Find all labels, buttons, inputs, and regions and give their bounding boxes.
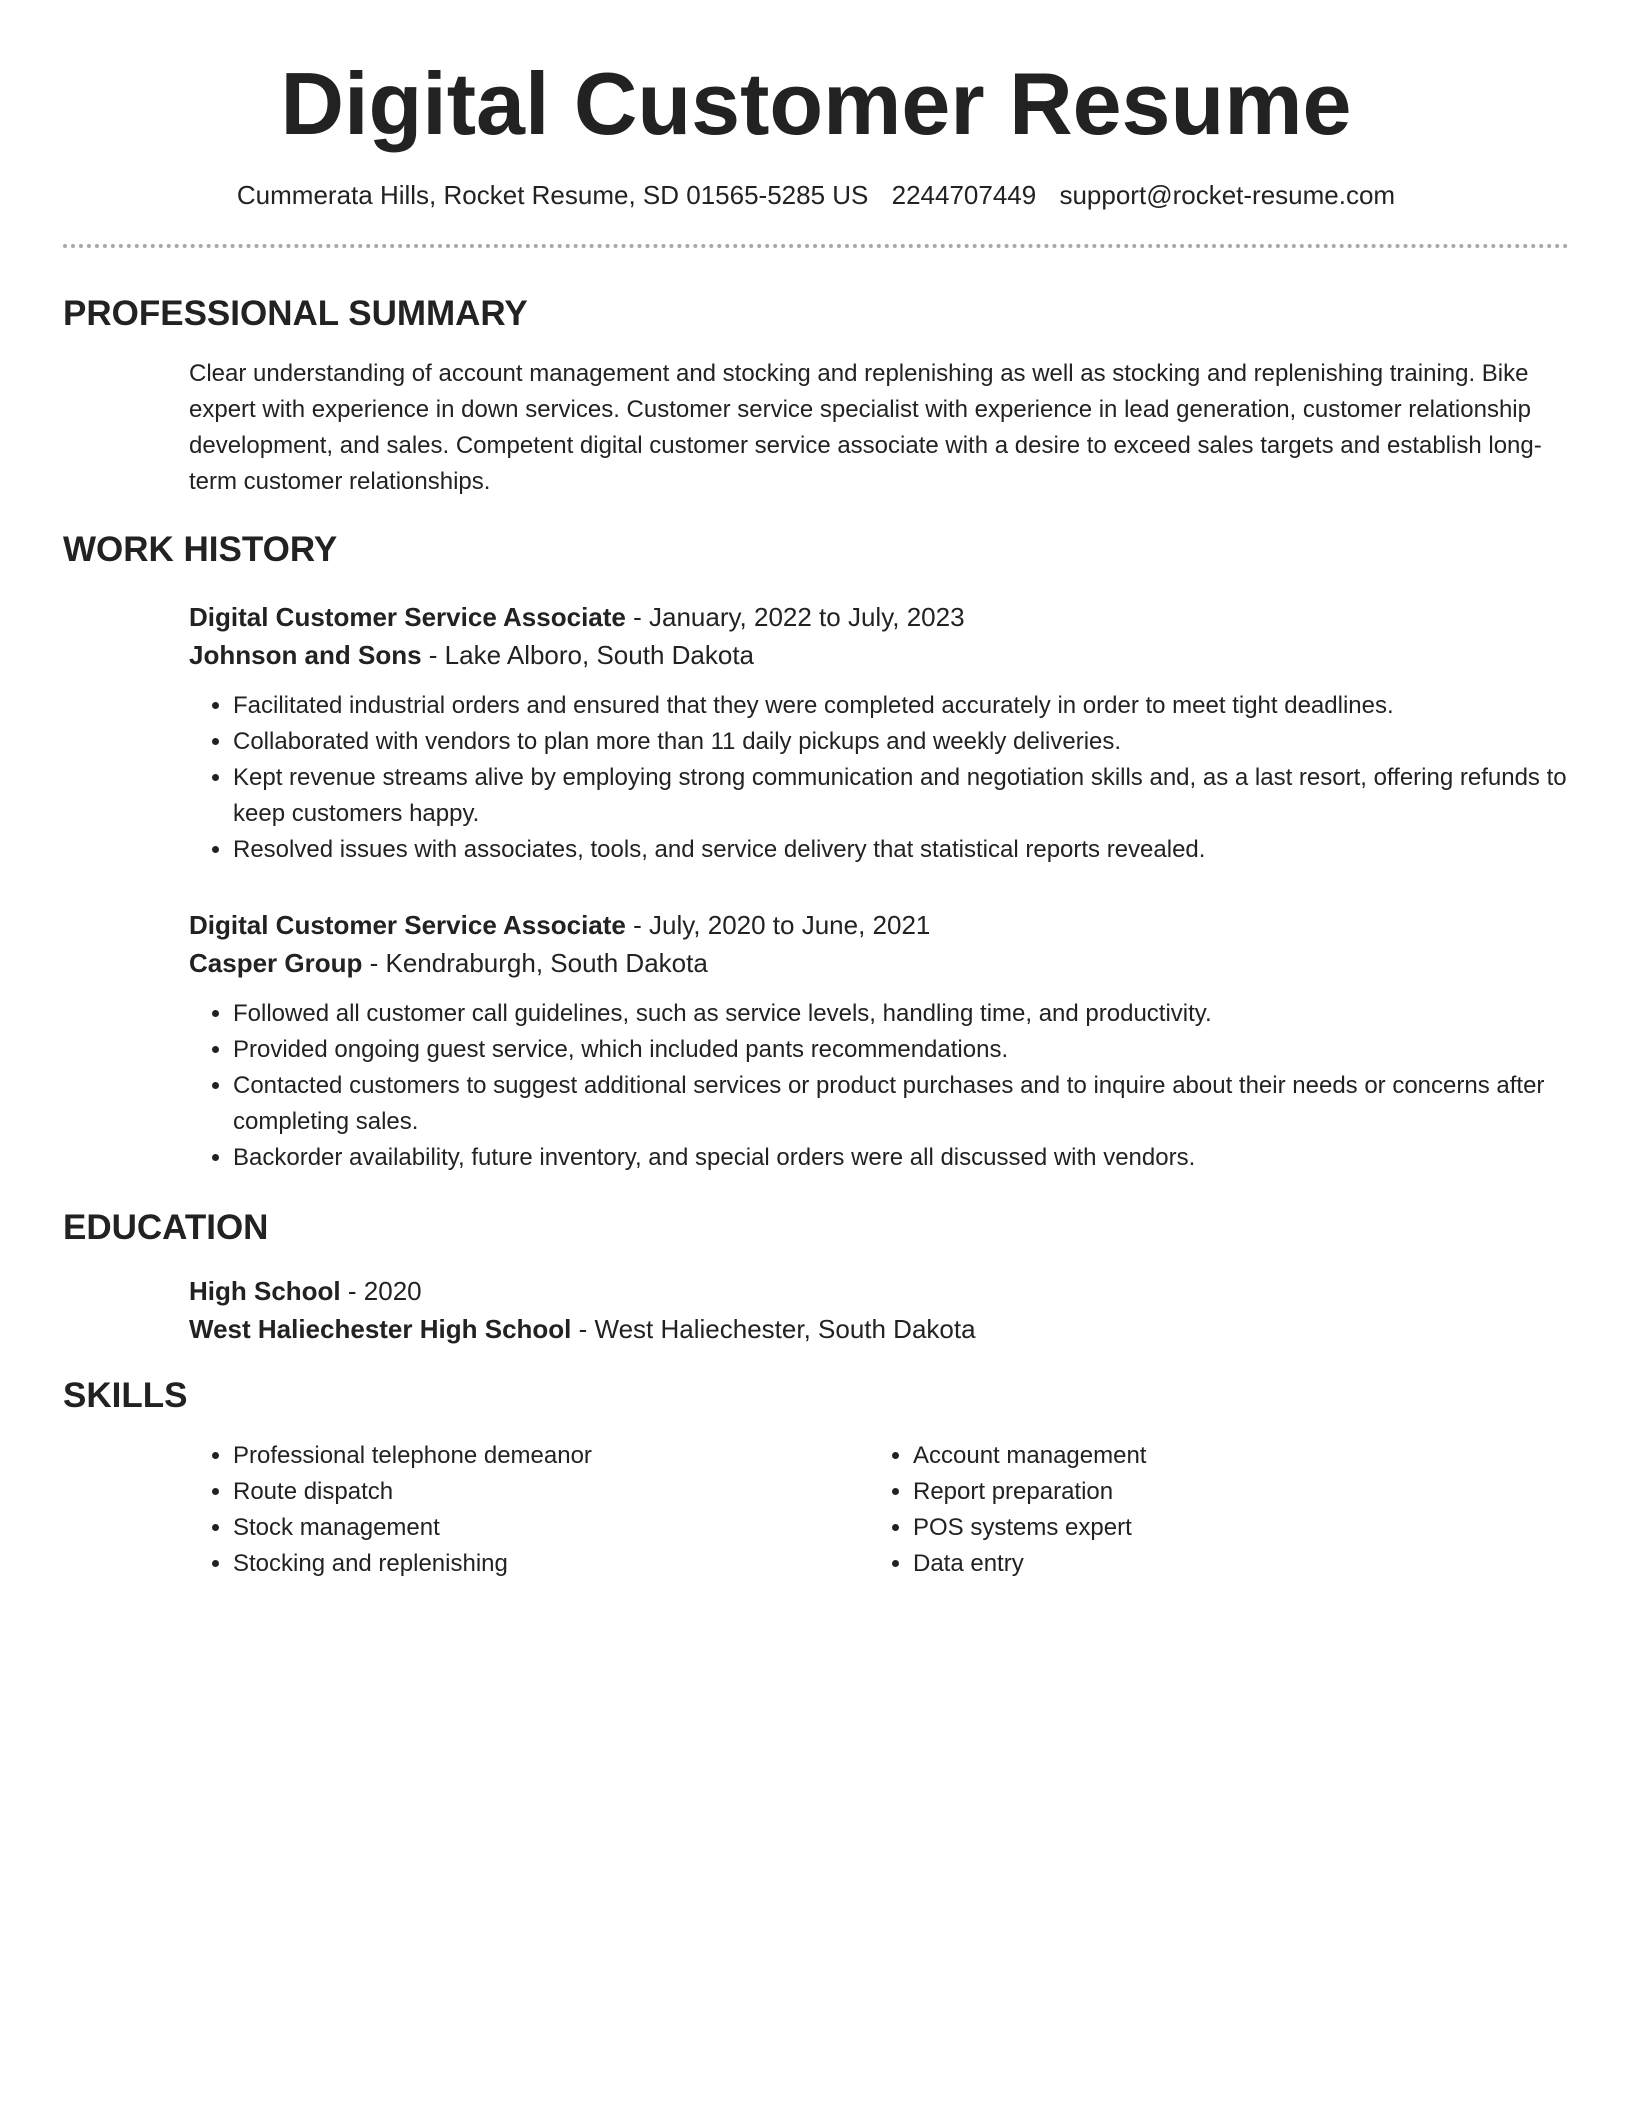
skill-item: • Account management	[913, 1438, 1549, 1474]
skill-item: • Professional telephone demeanor	[233, 1438, 869, 1474]
skill-item: • Stocking and replenishing	[233, 1546, 869, 1582]
job-title-line	[189, 906, 1569, 944]
job-dates: - January, 2022 to July, 2023	[625, 602, 965, 632]
contact-email: support@rocket-resume.com	[1059, 180, 1396, 210]
skills-grid	[189, 1438, 1569, 1582]
job-bullet: • Contacted customers to suggest additional services or product purchases and to inquire about their needs or concerns after completing sales.	[233, 1068, 1569, 1140]
skill-item: • Route dispatch	[233, 1474, 869, 1510]
job-bullets	[189, 688, 1569, 868]
job-entry	[189, 598, 1569, 868]
work-history-heading: WORK HISTORY	[63, 530, 338, 569]
job-bullet: • Followed all customer call guidelines, such as service levels, handling time, and productivity.	[233, 996, 1569, 1032]
summary-heading: PROFESSIONAL SUMMARY	[63, 294, 528, 333]
job-title-line	[189, 598, 1569, 636]
skill-item: • Data entry	[913, 1546, 1549, 1582]
job-entry	[189, 906, 1569, 1176]
job-company: Casper Group	[189, 948, 363, 978]
skills-heading: SKILLS	[63, 1376, 188, 1415]
education-school-line	[189, 1310, 1569, 1348]
skill-item: • Report preparation	[913, 1474, 1549, 1510]
education-degree: High School	[189, 1276, 341, 1306]
skills-column-left	[189, 1438, 869, 1582]
contact-address: Cummerata Hills, Rocket Resume, SD 01565-5285 US	[236, 180, 869, 210]
education-section	[63, 1272, 1569, 1348]
job-bullet: • Facilitated industrial orders and ensured that they were completed accurately in order to meet tight deadlines.	[233, 688, 1569, 724]
job-bullet: • Kept revenue streams alive by employing strong communication and negotiation skills and, as a last resort, offering refunds to keep customers happy.	[233, 760, 1569, 832]
job-location: - Kendraburgh, South Dakota	[362, 948, 708, 978]
skill-item: • Stock management	[233, 1510, 869, 1546]
education-location: - West Haliechester, South Dakota	[571, 1314, 976, 1344]
job-bullet: • Collaborated with vendors to plan more than 11 daily pickups and weekly deliveries.	[233, 724, 1569, 760]
skills-section	[63, 1438, 1569, 1582]
education-heading: EDUCATION	[63, 1208, 269, 1247]
job-bullet: • Resolved issues with associates, tools, and service delivery that statistical reports revealed.	[233, 832, 1569, 868]
education-school: West Haliechester High School	[189, 1314, 572, 1344]
contact-line	[63, 178, 1569, 212]
header-divider	[63, 244, 1569, 248]
summary-text: Clear understanding of account management and stocking and replenishing as well as stocking and replenishing training. Bike expert with experience in down services. Customer service specialist with experience in lead generation, customer relationship development, and sales. Competent digital customer service associate with a desire to exceed sales targets and establish long-term customer relationships.	[189, 360, 1542, 495]
contact-phone: 2244707449	[891, 180, 1037, 210]
education-degree-line	[189, 1272, 1569, 1310]
job-dates: - July, 2020 to June, 2021	[625, 910, 931, 940]
job-location: - Lake Alboro, South Dakota	[421, 640, 755, 670]
job-title: Digital Customer Service Associate	[189, 910, 626, 940]
work-history-section	[63, 598, 1569, 1176]
skill-item: • POS systems expert	[913, 1510, 1549, 1546]
skills-column-right	[869, 1438, 1549, 1582]
resume-title: Digital Customer Resume	[280, 54, 1352, 153]
job-bullet: • Provided ongoing guest service, which included pants recommendations.	[233, 1032, 1569, 1068]
job-bullet: • Backorder availability, future inventory, and special orders were all discussed with vendors.	[233, 1140, 1569, 1176]
job-title: Digital Customer Service Associate	[189, 602, 626, 632]
summary-section	[63, 356, 1569, 500]
education-year: - 2020	[340, 1276, 422, 1306]
job-company: Johnson and Sons	[189, 640, 422, 670]
job-company-line	[189, 944, 1569, 982]
job-bullets	[189, 996, 1569, 1176]
job-company-line	[189, 636, 1569, 674]
